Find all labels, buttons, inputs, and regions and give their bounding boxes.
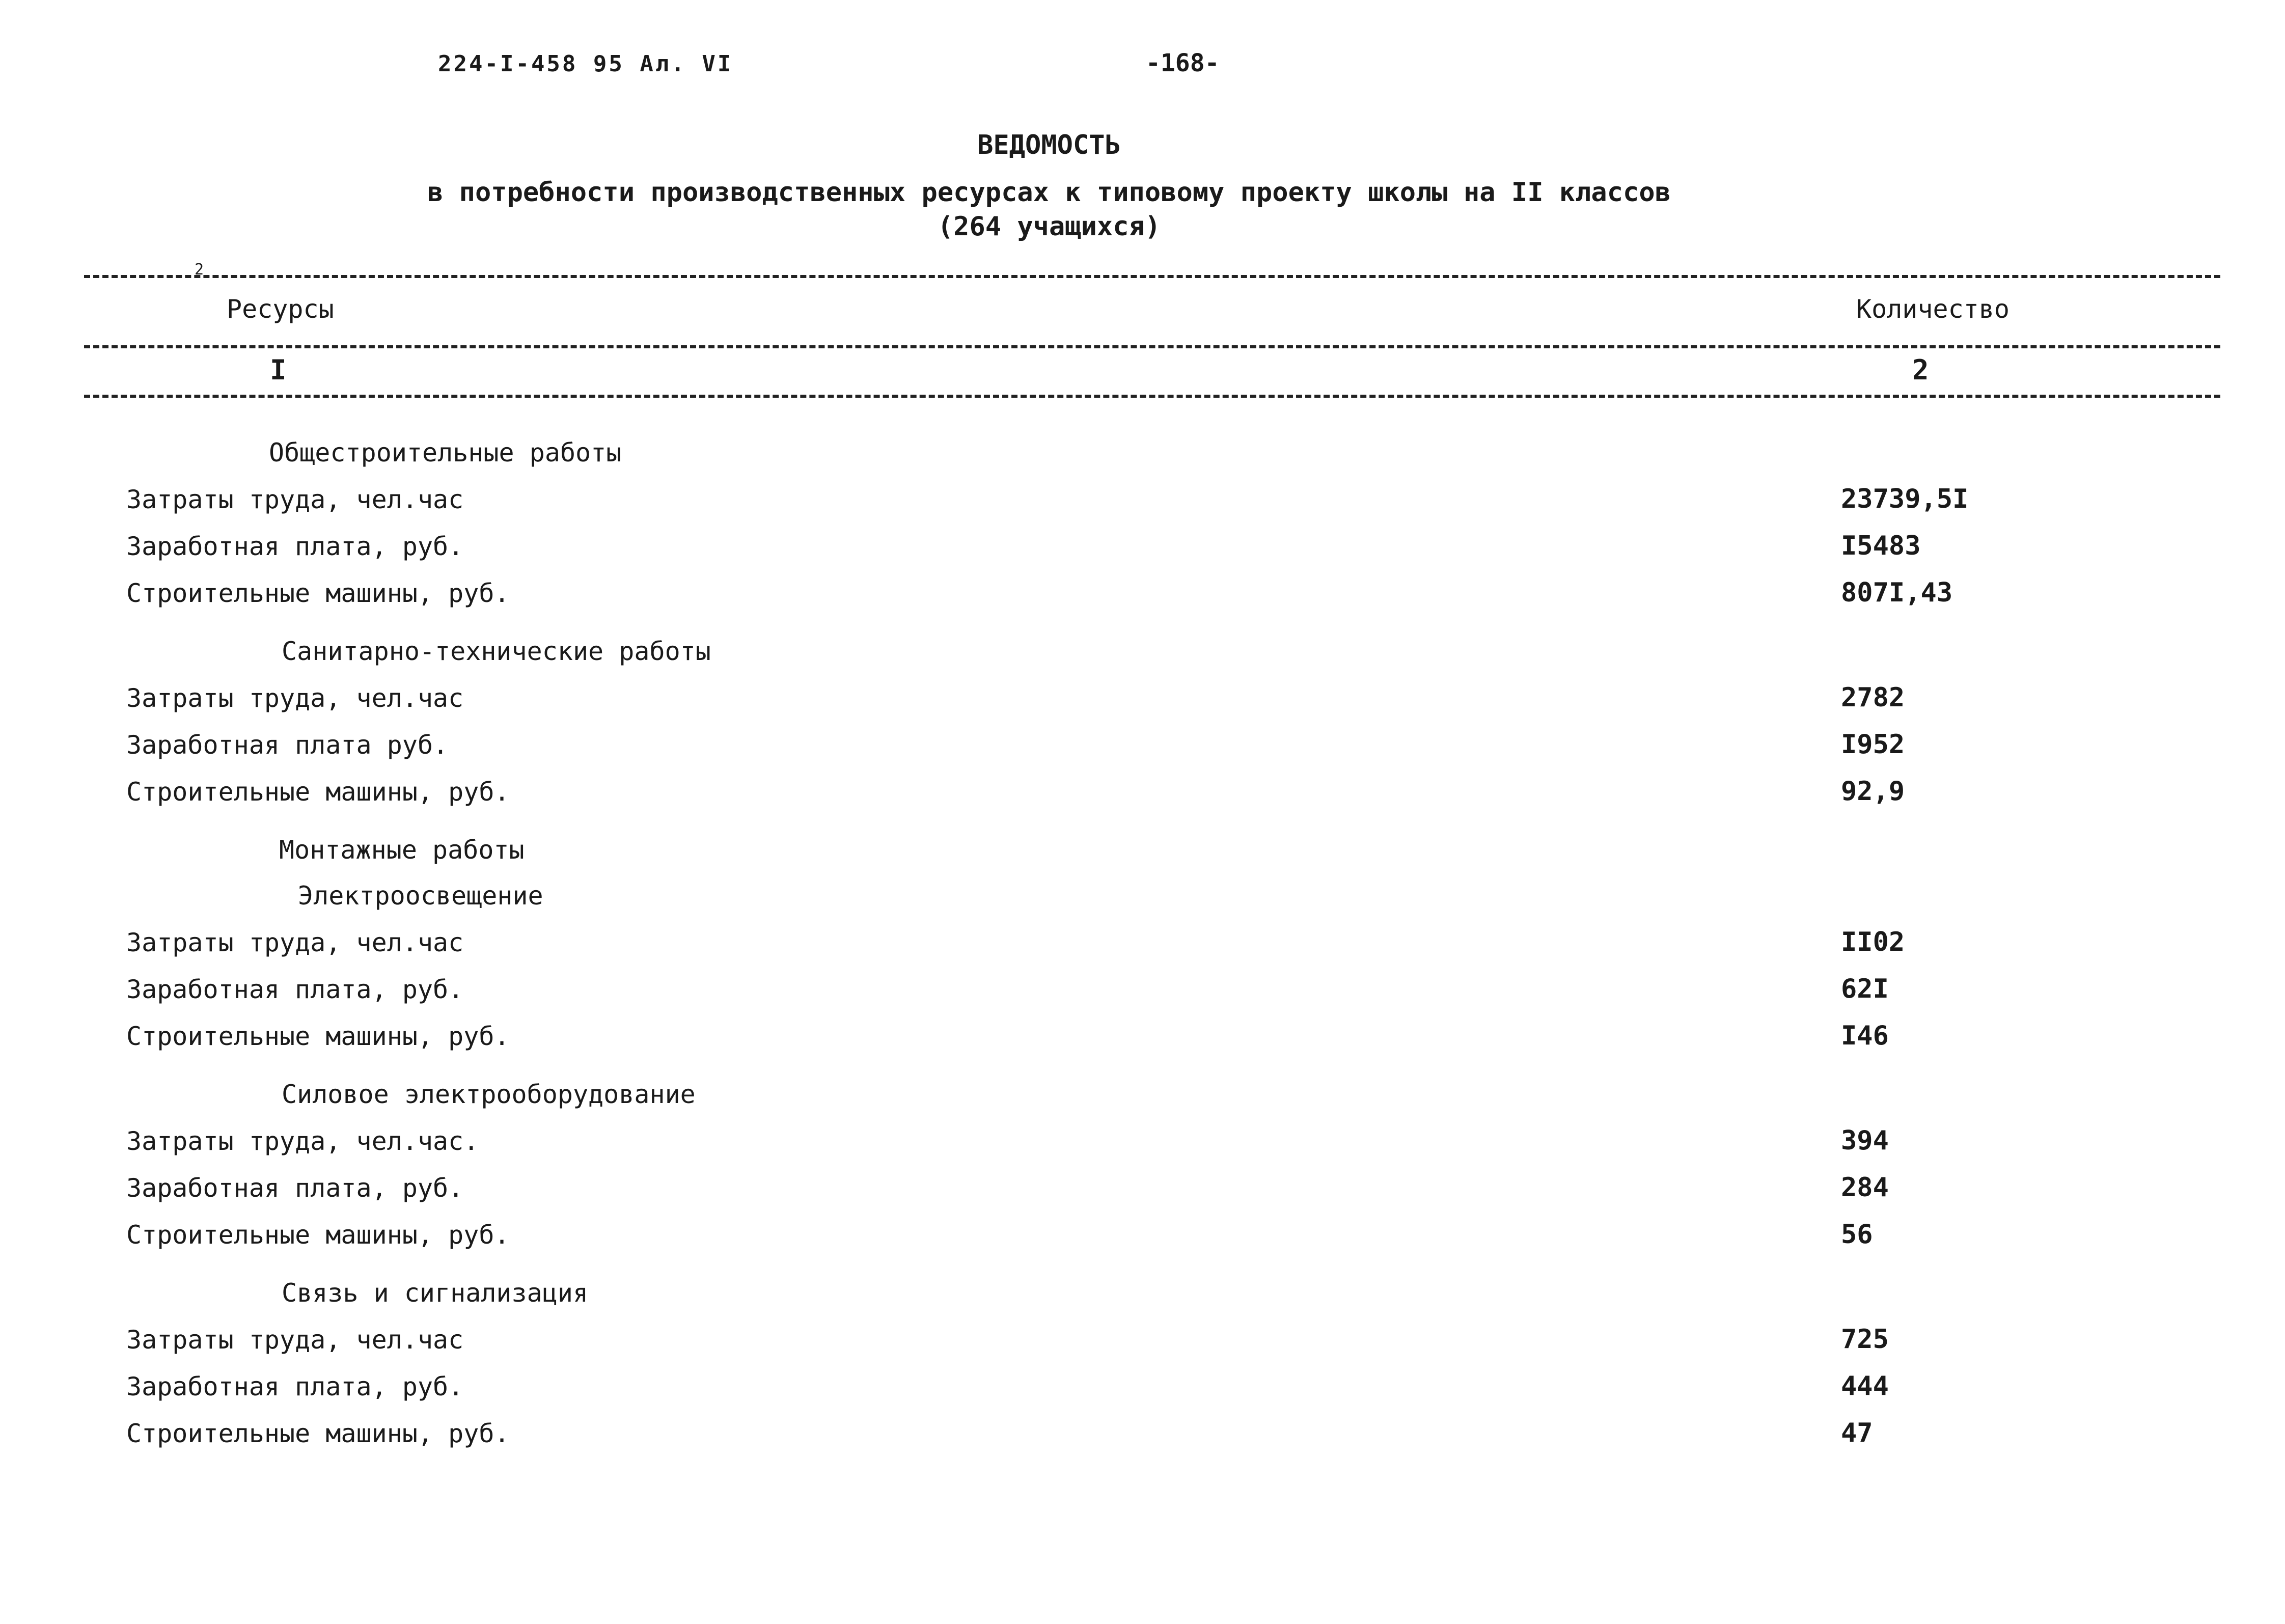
row-value: I5483 bbox=[1841, 531, 1921, 561]
document-subtitle-2: (264 учащихся) bbox=[937, 211, 1161, 242]
row-value: 47 bbox=[1841, 1418, 1873, 1448]
document-code: 224-I-458 95 Ал. VI bbox=[438, 51, 733, 77]
section-title: Монтажные работы bbox=[279, 835, 525, 865]
row-value: 807I,43 bbox=[1841, 577, 1953, 608]
row-label: Заработная плата, руб. bbox=[126, 1372, 464, 1401]
row-label: Заработная плата руб. bbox=[126, 730, 449, 760]
section-title: Связь и сигнализация bbox=[282, 1278, 589, 1308]
section-title: Общестроительные работы bbox=[269, 438, 622, 467]
column-number-2: 2 bbox=[1912, 354, 1929, 386]
row-value: I952 bbox=[1841, 729, 1905, 760]
row-label: Затраты труда, чел.час bbox=[126, 683, 464, 713]
table-rule-bottom bbox=[84, 395, 2220, 398]
document-title: ВЕДОМОСТЬ bbox=[977, 130, 1121, 160]
row-label: Строительные машины, руб. bbox=[126, 579, 510, 608]
column-number-1: I bbox=[270, 354, 287, 386]
section-title: Санитарно-технические работы bbox=[282, 637, 711, 666]
row-value: I46 bbox=[1841, 1021, 1889, 1051]
section-subtitle: Электроосвещение bbox=[298, 881, 543, 911]
row-value: 56 bbox=[1841, 1219, 1873, 1250]
row-value: II02 bbox=[1841, 927, 1905, 957]
margin-mark: 2 bbox=[195, 261, 204, 279]
row-label: Затраты труда, чел.час bbox=[126, 485, 464, 514]
row-label: Строительные машины, руб. bbox=[126, 1419, 510, 1448]
row-value: 62I bbox=[1841, 974, 1889, 1004]
section-title: Силовое электрооборудование bbox=[282, 1080, 696, 1109]
row-value: 23739,5I bbox=[1841, 484, 1969, 514]
row-label: Затраты труда, чел.час bbox=[126, 928, 464, 957]
row-value: 394 bbox=[1841, 1125, 1889, 1156]
row-label: Затраты труда, чел.час bbox=[126, 1325, 464, 1355]
row-label: Заработная плата, руб. bbox=[126, 975, 464, 1004]
row-value: 92,9 bbox=[1841, 776, 1905, 807]
row-label: Заработная плата, руб. bbox=[126, 532, 464, 561]
row-value: 444 bbox=[1841, 1371, 1889, 1401]
table-rule-mid bbox=[84, 345, 2220, 348]
row-value: 2782 bbox=[1841, 682, 1905, 713]
row-value: 284 bbox=[1841, 1172, 1889, 1203]
column-header-resources: Ресурсы bbox=[227, 294, 334, 324]
row-label: Строительные машины, руб. bbox=[126, 777, 510, 807]
row-label: Строительные машины, руб. bbox=[126, 1220, 510, 1250]
page-number: -168- bbox=[1146, 49, 1220, 77]
document-subtitle: в потребности производственных ресурсах к типовому проекту школы на II классов bbox=[427, 177, 1671, 208]
row-value: 725 bbox=[1841, 1324, 1889, 1355]
table-rule-top bbox=[84, 275, 2220, 278]
row-label: Строительные машины, руб. bbox=[126, 1022, 510, 1051]
column-header-quantity: Количество bbox=[1856, 294, 2010, 324]
row-label: Заработная плата, руб. bbox=[126, 1173, 464, 1203]
row-label: Затраты труда, чел.час. bbox=[126, 1126, 479, 1156]
